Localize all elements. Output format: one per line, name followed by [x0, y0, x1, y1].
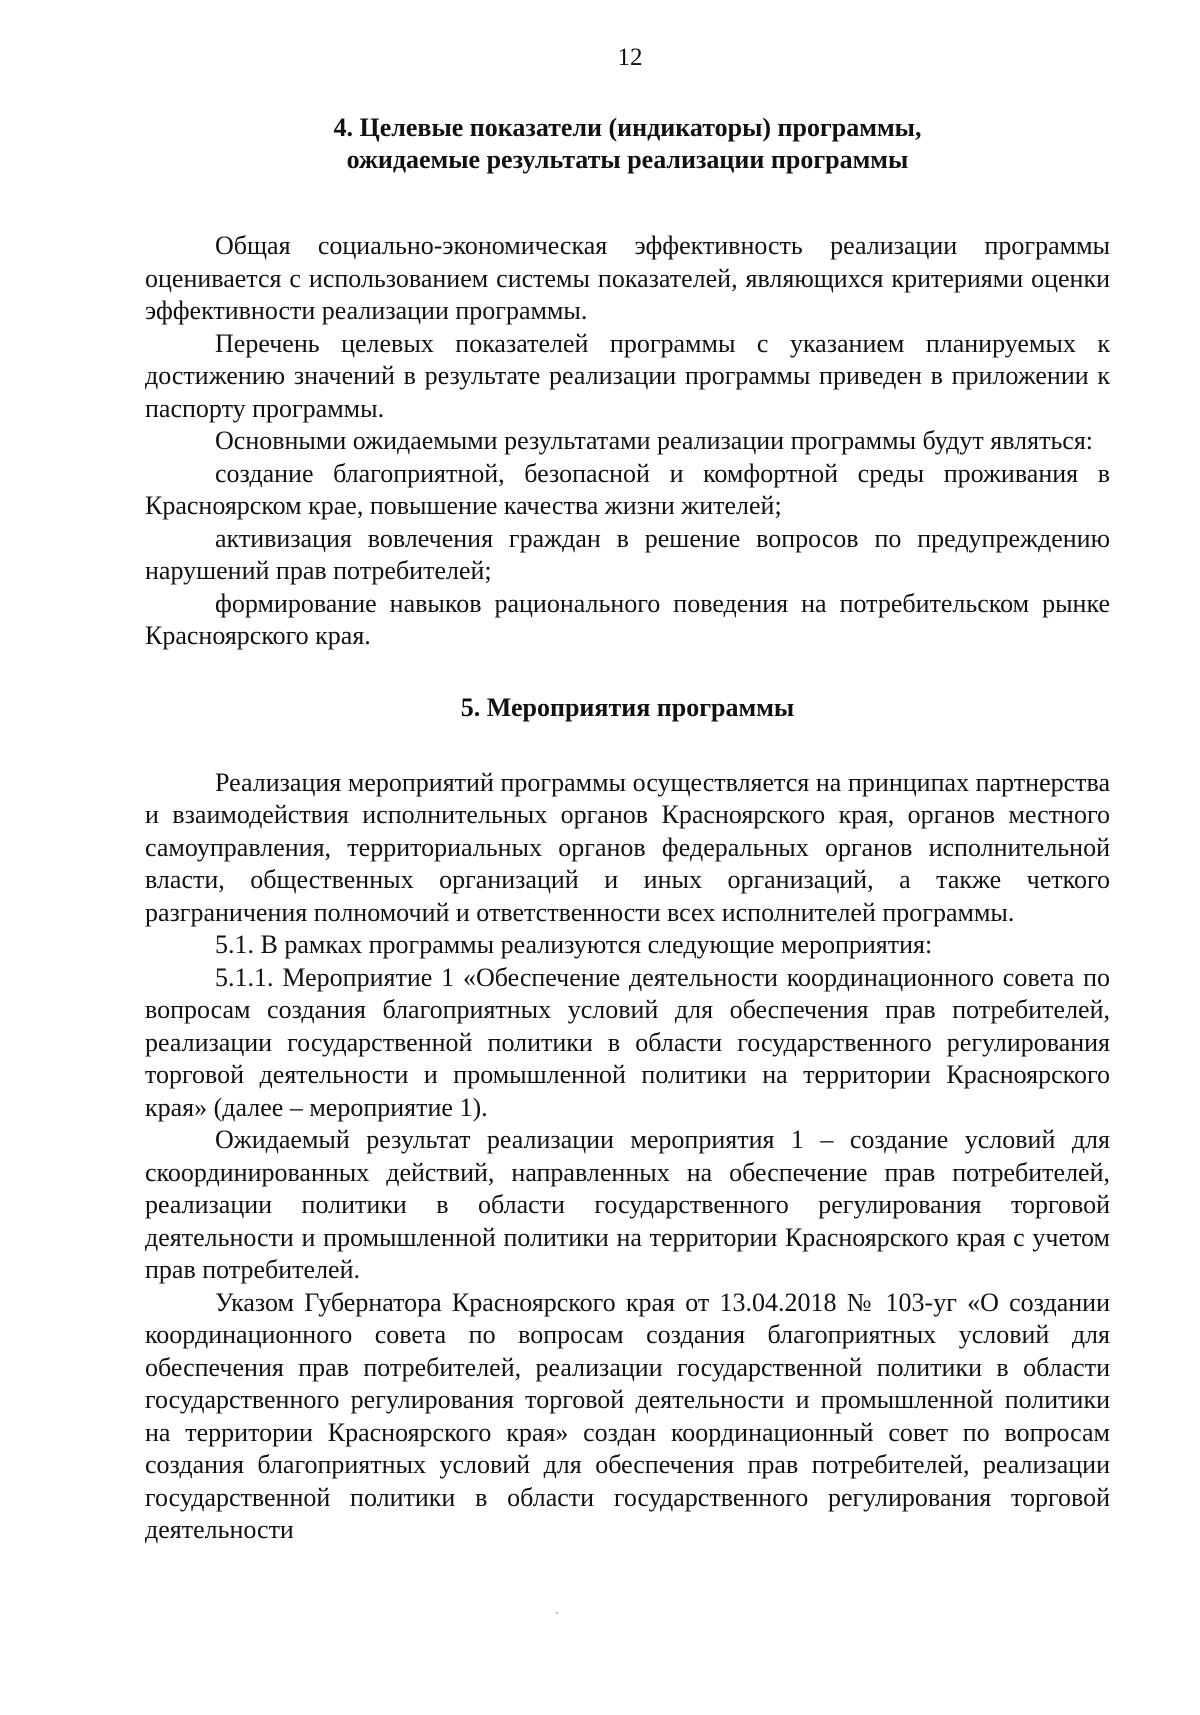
paragraph-result-environment: создание благоприятной, безопасной и комфортной среды проживания в Красноярском крае, повышение качества жизни жителей; — [145, 458, 1110, 520]
section-5-heading: 5. Мероприятия программы — [460, 692, 795, 722]
paragraph-efficiency: Общая социально-экономическая эффективность реализации программы оценивается с использованием системы показателей, являющихся критериями оценки эффективности реализации программы. — [145, 231, 1110, 325]
paragraph-expected-result-1: Ожидаемый результат реализации мероприятия 1 – создание условий для скоординированных действий, направленных на обеспечение прав потребителей, реализации политики в области государственного регулирования торговой деятельности и промышленной политики на территории Красноярского края с учетом прав потребителей. — [145, 1125, 1110, 1284]
scan-artifact — [556, 1612, 558, 1614]
paragraph-5-1-1: 5.1.1. Мероприятие 1 «Обеспечение деятельности координационного совета по вопросам создания благоприятных условий для обеспечения прав потребителей, реализации государственной политики в области государственного регулирования торговой деятельности и промышленной политики на территории Красноярского края» (далее – мероприятие 1). — [145, 962, 1110, 1122]
paragraph-indicators-list: Перечень целевых показателей программы с указанием планируемых к достижению значений в результате реализации программы приведен в приложении к паспорту программы. — [145, 328, 1110, 423]
section-4-heading-line-2: ожидаемые результаты реализации программы — [346, 145, 909, 174]
page-number: 12 — [617, 44, 643, 71]
paragraph-5-1: 5.1. В рамках программы реализуются следующие мероприятия: — [215, 930, 933, 959]
document-body — [145, 112, 1110, 1547]
paragraph-expected-results: Основными ожидаемыми результатами реализации программы будут являться: — [215, 426, 1094, 455]
section-4-heading — [145, 112, 1110, 176]
section-4-heading-line-1: 4. Целевые показатели (индикаторы) программы, — [333, 113, 922, 142]
paragraph-governor-decree: Указом Губернатора Красноярского края от 13.04.2018 № 103-уг «О создании координационного совета по вопросам создания благоприятных условий для обеспечения прав потребителей, реализации государственной политики в области государственного регулирования торговой деятельности и промышленной политики на территории Красноярского края» создан координационный совет по вопросам создания благоприятных условий для обеспечения прав потребителей, реализации государственной политики в области государственного регулирования торговой деятельности — [145, 1287, 1110, 1544]
paragraph-result-involvement: активизация вовлечения граждан в решение вопросов по предупреждению нарушений прав потребителей; — [145, 523, 1110, 585]
paragraph-result-skills: формирование навыков рационального поведения на потребительском рынке Красноярского края. — [145, 588, 1110, 650]
paragraph-implementation: Реализация мероприятий программы осуществляется на принципах партнерства и взаимодействия исполнительных органов Красноярского края, органов местного самоуправления, территориальных органов федеральных органов исполнительной власти, общественных организаций и иных организаций, а также четкого разграничения полномочий и ответственности всех исполнителей программы. — [145, 767, 1110, 927]
